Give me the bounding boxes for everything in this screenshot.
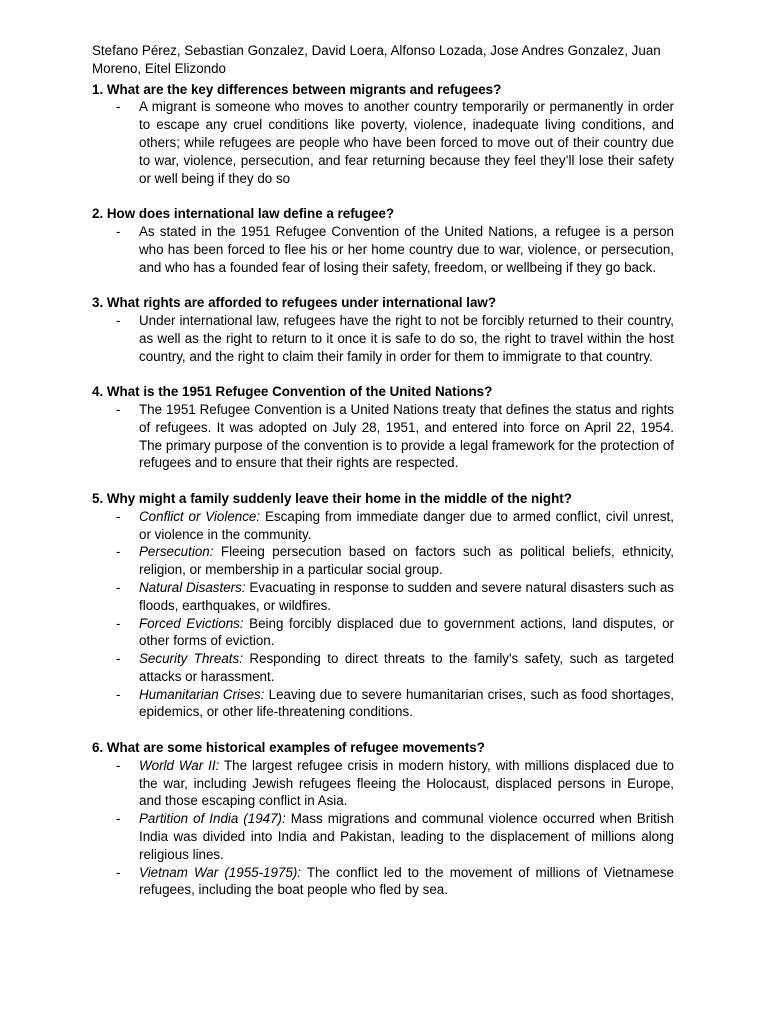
answer-text: Leaving due to severe humanitarian crises, such as food shortages, epidemics, or other life-threatening conditions. xyxy=(139,686,674,720)
answer-text: Escaping from immediate danger due to armed conflict, civil unrest, or violence in the community. xyxy=(139,508,674,542)
answer-term: Natural Disasters: xyxy=(139,579,246,595)
question-5 xyxy=(92,490,674,721)
answer-text: Under international law, refugees have the right to not be forcibly returned to their country, as well as the right to return to it once it is safe to do so, the right to travel within the host country, and the right to claim their family in order for them to immigrate to that country. xyxy=(139,312,674,364)
question-heading: 1. What are the key differences between migrants and refugees? xyxy=(92,81,502,97)
answer-text: Responding to direct threats to the family's safety, such as targeted attacks or harassment. xyxy=(139,651,674,684)
answer-text: A migrant is someone who moves to another country temporarily or permanently in order to escape any cruel conditions like poverty, violence, inadequate living conditions, and others; while refugees are people who have been forced to move out of their country due to war, violence, persecution, and fear returning because they feel they’ll lose their safety or well being if they do so xyxy=(139,99,674,186)
answer-text: The conflict led to the movement of millions of Vietnamese refugees, including the boat people who fled by sea. xyxy=(139,864,674,898)
question-heading: 4. What is the 1951 Refugee Convention of the United Nations? xyxy=(92,384,493,400)
answer-item xyxy=(92,508,674,544)
answer-term: Vietnam War (1955-1975): xyxy=(139,864,302,880)
answer-text: The 1951 Refugee Convention is a United Nations treaty that defines the status and rights of refugees. It was adopted on July 28, 1951, and entered into force on April 22, 1954. The primary purpose of the convention is to provide a legal framework for the protection of refugees and to ensure that their rights are respected. xyxy=(139,401,674,471)
answer-list xyxy=(92,401,674,472)
answer-item xyxy=(92,650,674,686)
answer-term: World War II: xyxy=(139,757,220,773)
answer-list xyxy=(92,757,674,899)
answer-text: Fleeing persecution based on factors such as political beliefs, ethnicity, religion, or membership in a particular social group. xyxy=(139,544,674,578)
question-6 xyxy=(92,739,674,899)
question-heading: 3. What rights are afforded to refugees under international law? xyxy=(92,295,497,311)
answer-list xyxy=(92,223,674,276)
answer-item xyxy=(92,686,674,722)
answer-item xyxy=(92,810,674,863)
answer-item xyxy=(92,223,674,276)
answer-text: As stated in the 1951 Refugee Convention of the United Nations, a refugee is a person who has been forced to flee his or her home country due to war, violence, or persecution, and who has a founded fear of losing their safety, freedom, or wellbeing if they go back. xyxy=(139,223,674,275)
answer-list xyxy=(92,508,674,722)
answer-item xyxy=(92,757,674,810)
answer-item xyxy=(92,864,674,900)
question-heading: 6. What are some historical examples of refugee movements? xyxy=(92,740,485,756)
answer-text: The largest refugee crisis in modern history, with millions displaced due to the war, including Jewish refugees fleeing the Holocaust, displaced persons in Europe, and those escaping conflict in Asia. xyxy=(139,757,674,809)
question-2 xyxy=(92,205,674,276)
answer-item xyxy=(92,401,674,472)
answer-list xyxy=(92,98,674,187)
answer-item xyxy=(92,543,674,579)
answer-item xyxy=(92,615,674,651)
answer-text: Evacuating in response to sudden and severe natural disasters such as floods, earthquakes, or wildfires. xyxy=(139,579,674,613)
question-heading: 2. How does international law define a refugee? xyxy=(92,206,395,222)
answer-term: Humanitarian Crises: xyxy=(139,686,265,702)
question-1 xyxy=(92,81,674,188)
author-list: Stefano Pérez, Sebastian Gonzalez, David Loera, Alfonso Lozada, Jose Andres Gonzalez, Juan Moreno, Eitel Elizondo xyxy=(92,43,661,76)
answer-term: Forced Evictions: xyxy=(139,615,244,631)
answer-term: Conflict or Violence: xyxy=(139,508,261,524)
answer-item xyxy=(92,312,674,365)
document-page xyxy=(92,42,674,899)
question-heading: 5. Why might a family suddenly leave their home in the middle of the night? xyxy=(92,490,572,506)
answer-item xyxy=(92,98,674,187)
answer-text: Being forcibly displaced due to government actions, land disputes, or other forms of eviction. xyxy=(139,615,674,649)
answer-term: Partition of India (1947): xyxy=(139,811,286,827)
answer-list xyxy=(92,312,674,365)
answer-term: Security Threats: xyxy=(139,651,243,667)
question-3 xyxy=(92,294,674,365)
answer-text: Mass migrations and communal violence occurred when British India was divided into India and Pakistan, leading to the displacement of millions along religious lines. xyxy=(139,811,675,862)
question-list xyxy=(92,81,674,900)
answer-term: Persecution: xyxy=(139,544,214,560)
answer-item xyxy=(92,579,674,615)
question-4 xyxy=(92,383,674,472)
